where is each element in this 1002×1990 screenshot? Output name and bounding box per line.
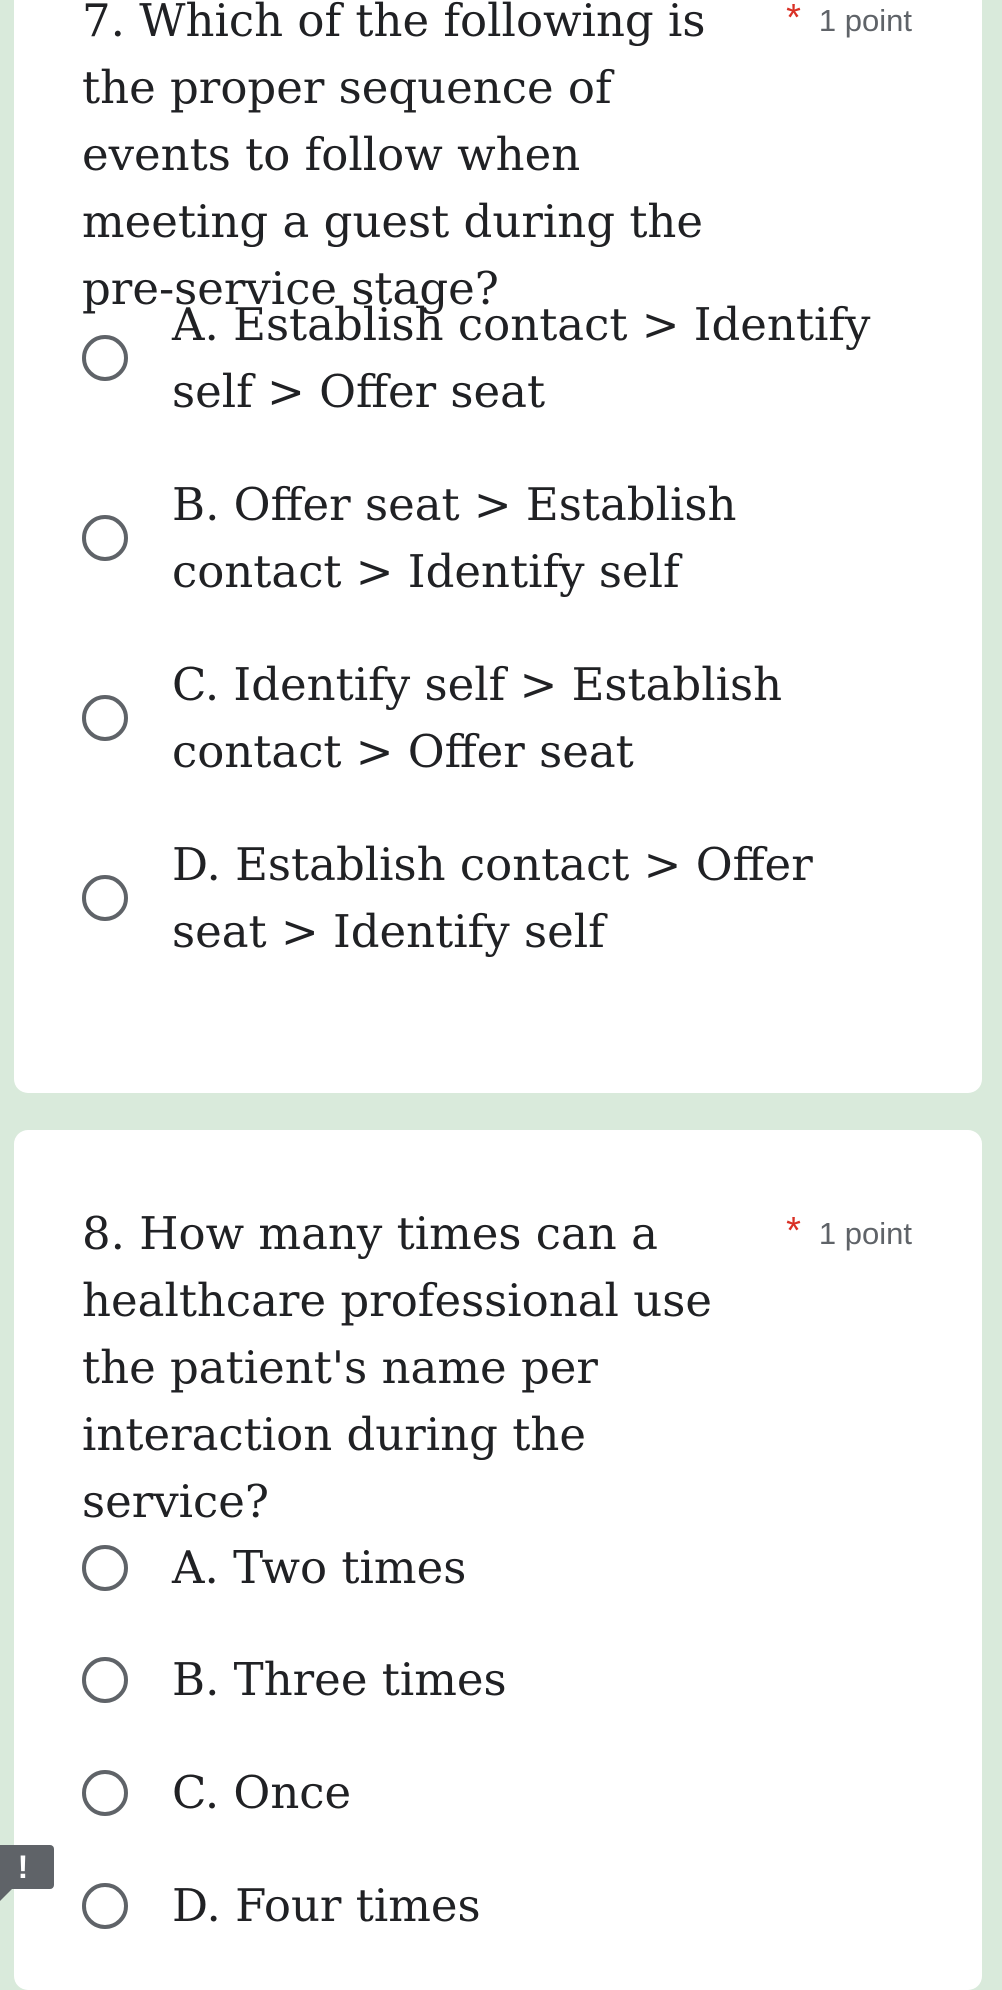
question-meta — [786, 0, 912, 54]
radio-button[interactable] — [82, 515, 128, 561]
option-label[interactable]: D. Establish contact > Offer seat > Identify self — [172, 838, 813, 958]
radio-button[interactable] — [82, 1770, 128, 1816]
option-label[interactable]: A. Establish contact > Identify self > Offer seat — [172, 298, 871, 418]
question-text: 8. How many times can a healthcare professional use the patient's name per interaction during the service? — [82, 1207, 712, 1528]
option-label[interactable]: A. Two times — [172, 1541, 467, 1594]
option-7b[interactable] — [82, 471, 932, 605]
alert-icon[interactable]: ! — [0, 1845, 54, 1889]
option-8d[interactable] — [82, 1872, 932, 1939]
points-label: 1 point — [818, 1215, 912, 1251]
required-asterisk: * — [786, 0, 801, 39]
option-8b[interactable] — [82, 1646, 932, 1713]
radio-button[interactable] — [82, 875, 128, 921]
required-asterisk: * — [786, 1210, 801, 1252]
option-label[interactable]: C. Once — [172, 1766, 352, 1819]
radio-button[interactable] — [82, 335, 128, 381]
option-label[interactable]: B. Offer seat > Establish contact > Identify self — [172, 478, 737, 598]
radio-button[interactable] — [82, 1545, 128, 1591]
option-7c[interactable] — [82, 651, 932, 785]
option-label[interactable]: D. Four times — [172, 1879, 481, 1932]
question-meta — [786, 1200, 912, 1267]
question-text: 7. Which of the following is the proper sequence of events to follow when meeting a guest during the pre-service stage? — [82, 0, 706, 315]
radio-button[interactable] — [82, 1657, 128, 1703]
option-label[interactable]: B. Three times — [172, 1653, 507, 1706]
option-7a[interactable] — [82, 291, 932, 425]
radio-button[interactable] — [82, 695, 128, 741]
points-label: 1 point — [818, 2, 912, 38]
option-label[interactable]: C. Identify self > Establish contact > Offer seat — [172, 658, 783, 778]
radio-button[interactable] — [82, 1883, 128, 1929]
option-8c[interactable] — [82, 1759, 932, 1826]
option-7d[interactable] — [82, 831, 932, 965]
question-card-7 — [14, 0, 982, 1093]
question-card-8 — [14, 1130, 982, 1990]
option-8a[interactable] — [82, 1534, 932, 1601]
